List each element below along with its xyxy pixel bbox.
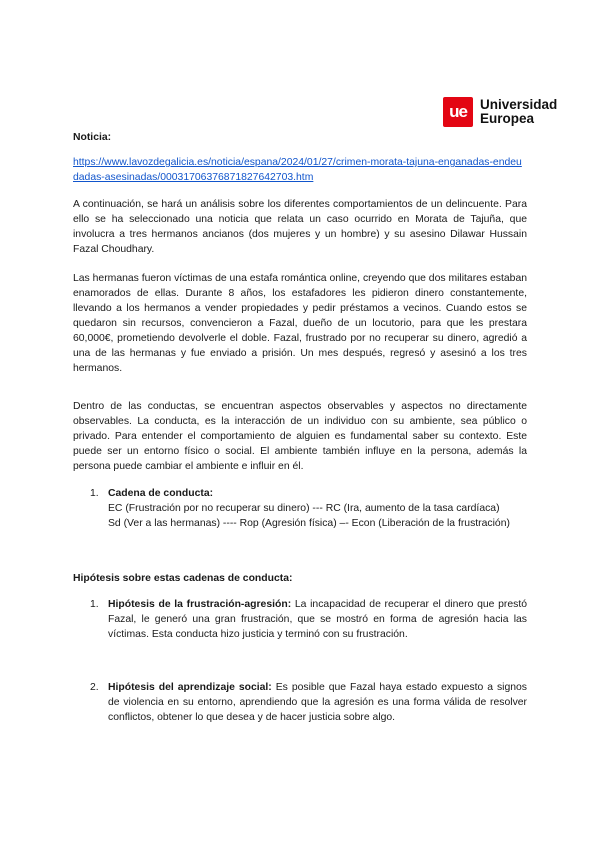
list-number: 2. [90, 682, 99, 693]
chain-line-2: Sd (Ver a las hermanas) ---- Rop (Agresión física) –- Econ (Liberación de la frustración) [108, 518, 510, 529]
hypothesis-item-1 [90, 597, 527, 642]
hypothesis-text: La incapacidad de recuperar el dinero que prestó Fazal, le generó una gran frustración, que se mostró en forma de agresión hacia las víctimas. Esta conducta hizo justicia y terminó con su frustración. [108, 599, 527, 640]
noticia-heading: Noticia: [73, 132, 112, 143]
hypothesis-title: Hipótesis del aprendizaje social: [108, 682, 272, 693]
chain-line-1: EC (Frustración por no recuperar su dinero) --- RC (Ira, aumento de la tasa cardíaca) [108, 503, 500, 514]
list-number: 1. [90, 488, 99, 499]
conducts-paragraph: Dentro de las conductas, se encuentran aspectos observables y aspectos no directamente observables. La conducta, es la interacción de un individuo con su ambiente, sea público o privado. Para entender el comportamiento de alguien es fundamental saber su contexto. Este puede ser un entorno físico o social. El ambiente también influye en la persona, además la persona puede cambiar el ambiente e influir en él. [73, 401, 527, 472]
hypothesis-title: Hipótesis de la frustración-agresión: [108, 599, 292, 610]
intro-paragraph: A continuación, se hará un análisis sobre los diferentes comportamientos de un delincuente. Para ello se ha seleccionado una noticia que relata un caso ocurrido en Morata de Tajuña, que involucra a tres hermanos ancianos (dos mujeres y un hombre) y su asesino Dilawar Hussain Fazal Choudhary. [73, 199, 527, 255]
logo-line-2: Europea [480, 111, 535, 126]
behavior-chain-item [90, 486, 527, 531]
hypothesis-item-2 [90, 680, 527, 725]
logo-wordmark [480, 98, 557, 126]
hypotheses-heading: Hipótesis sobre estas cadenas de conducta: [73, 573, 293, 584]
logo-line-1: Universidad [480, 97, 558, 112]
ue-logo-mark: ue [443, 97, 473, 127]
hypothesis-text: Es posible que Fazal haya estado expuesto a signos de violencia en su entorno, aprendiendo que la agresión es una forma válida de resolver conflictos, obtener lo que desea y de hacer justicia sobre algo. [108, 682, 528, 723]
chain-title: Cadena de conducta: [108, 488, 214, 499]
list-number: 1. [90, 599, 99, 610]
news-link[interactable]: https://www.lavozdegalicia.es/noticia/espana/2024/01/27/crimen-morata-tajuna-enganadas-endeudadas-asesinadas/00031706376871827642703.htm [73, 157, 522, 183]
news-link-block [73, 155, 527, 185]
story-paragraph: Las hermanas fueron víctimas de una estafa romántica online, creyendo que dos militares estaban enamorados de ellas. Durante 8 años, los estafadores les pidieron dinero constantemente, llevando a los hermanos a vender propiedades y pedir préstamos a vecinos. Cuando estos se quedaron sin recursos, convencieron a Fazal, dueño de un locutorio, para que les prestara 60,000€, prometiendo devolverle el doble. Fazal, frustrado por no recuperar su dinero, agredió a una de las hermanas y fue enviado a prisión. Un mes después, regresó y asesinó a los tres hermanos. [73, 273, 527, 374]
university-logo [443, 97, 557, 127]
